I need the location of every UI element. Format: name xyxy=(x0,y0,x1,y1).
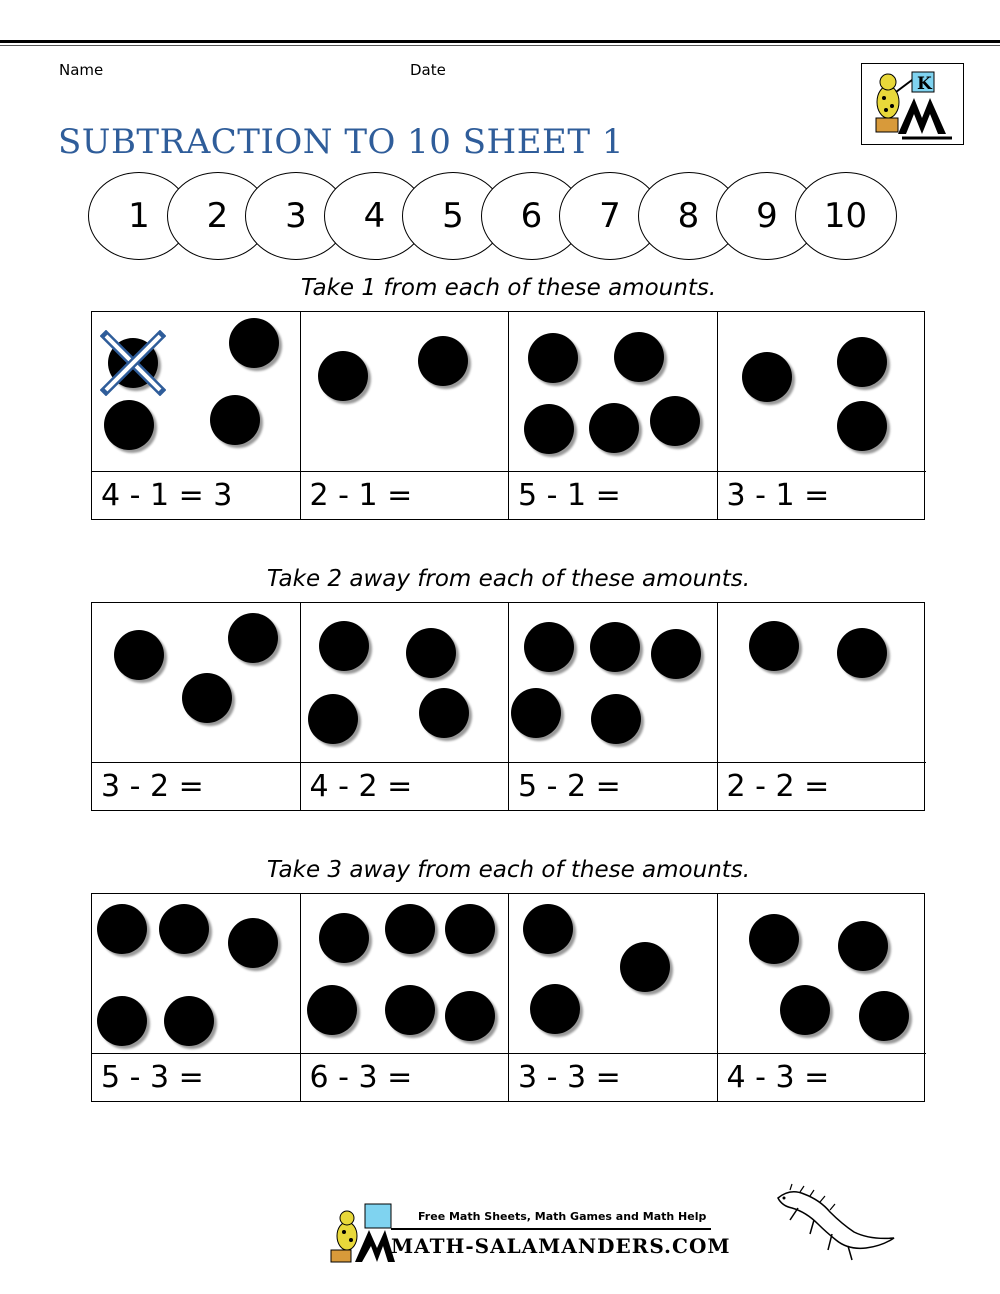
counter-dot xyxy=(318,351,368,401)
top-rule xyxy=(0,40,1000,43)
dot-area xyxy=(301,894,509,1054)
problem-cell xyxy=(92,312,301,519)
counter-dot xyxy=(749,621,799,671)
counter-dot xyxy=(528,333,578,383)
number-line-oval: 7 xyxy=(559,172,661,260)
counter-dot xyxy=(319,621,369,671)
number-line-oval: 4 xyxy=(324,172,426,260)
counter-dot xyxy=(229,318,279,368)
kindergarten-logo xyxy=(861,63,964,145)
dot-area xyxy=(509,312,717,472)
counter-dot xyxy=(650,396,700,446)
counter-dot xyxy=(742,352,792,402)
cross-out-icon xyxy=(100,330,166,396)
counter-dot xyxy=(307,985,357,1035)
logo-letter: K xyxy=(917,74,932,94)
counter-dot xyxy=(308,694,358,744)
equation-text: 6 - 3 = xyxy=(309,1060,413,1095)
counter-dot xyxy=(511,688,561,738)
footer-brand: MATH-SALAMANDERS.COM xyxy=(391,1234,731,1258)
counter-dot xyxy=(385,904,435,954)
counter-dot xyxy=(182,673,232,723)
counter-dot xyxy=(97,996,147,1046)
section-3-grid xyxy=(91,893,925,1102)
counter-dot xyxy=(104,400,154,450)
number-line-oval: 2 xyxy=(167,172,269,260)
counter-dot xyxy=(319,913,369,963)
counter-dot xyxy=(837,337,887,387)
problem-cell xyxy=(301,603,510,810)
counter-dot xyxy=(589,403,639,453)
counter-dot xyxy=(114,630,164,680)
equation-text: 3 - 1 = xyxy=(726,478,830,513)
section-2-instruction: Take 2 away from each of these amounts. xyxy=(266,566,751,592)
counter-dot xyxy=(445,991,495,1041)
equation-text: 2 - 2 = xyxy=(726,769,830,804)
footer-salamander-icon xyxy=(325,1200,395,1266)
dot-area xyxy=(509,603,717,763)
counter-dot xyxy=(749,914,799,964)
problem-cell xyxy=(92,894,301,1101)
number-line-oval: 9 xyxy=(716,172,818,260)
dot-area xyxy=(92,603,300,763)
dot-area xyxy=(718,894,927,1054)
dot-area xyxy=(509,894,717,1054)
problem-cell xyxy=(509,312,718,519)
dot-area xyxy=(718,603,927,763)
counter-dot xyxy=(159,904,209,954)
top-rule-thin xyxy=(0,45,1000,46)
section-1-instruction: Take 1 from each of these amounts. xyxy=(300,275,717,301)
counter-dot xyxy=(210,395,260,445)
counter-dot xyxy=(591,694,641,744)
footer-logo xyxy=(325,1200,731,1266)
problem-cell xyxy=(92,603,301,810)
counter-dot xyxy=(523,904,573,954)
number-line-oval: 3 xyxy=(245,172,347,260)
footer-rule xyxy=(391,1228,711,1230)
counter-dot xyxy=(164,996,214,1046)
dot-area xyxy=(718,312,927,472)
counter-dot xyxy=(590,622,640,672)
equation-text: 4 - 2 = xyxy=(309,769,413,804)
problem-cell xyxy=(301,312,510,519)
counter-dot xyxy=(780,985,830,1035)
section-2-grid xyxy=(91,602,925,811)
problem-cell xyxy=(718,894,927,1101)
counter-dot xyxy=(419,688,469,738)
counter-dot xyxy=(837,401,887,451)
problem-cell xyxy=(509,894,718,1101)
number-line-oval: 6 xyxy=(481,172,583,260)
footer-tagline: Free Math Sheets, Math Games and Math Help xyxy=(418,1210,707,1223)
number-line-oval: 5 xyxy=(402,172,504,260)
counter-dot xyxy=(838,921,888,971)
counter-dot xyxy=(524,404,574,454)
section-3-instruction: Take 3 away from each of these amounts. xyxy=(266,857,751,883)
counter-dot xyxy=(445,904,495,954)
dot-area xyxy=(92,894,300,1054)
dot-area xyxy=(301,312,509,472)
date-label: Date xyxy=(410,61,446,79)
dot-area xyxy=(92,312,300,472)
salamander-drawing-icon xyxy=(770,1180,900,1270)
dot-area xyxy=(301,603,509,763)
counter-dot xyxy=(406,628,456,678)
equation-text: 3 - 3 = xyxy=(518,1060,621,1095)
problem-cell xyxy=(718,312,927,519)
equation-text: 3 - 2 = xyxy=(101,769,204,804)
problem-cell xyxy=(509,603,718,810)
counter-dot xyxy=(859,991,909,1041)
counter-dot xyxy=(524,622,574,672)
number-line-oval: 1 xyxy=(88,172,190,260)
counter-dot xyxy=(228,918,278,968)
counter-dot xyxy=(651,629,701,679)
counter-dot xyxy=(614,332,664,382)
counter-dot xyxy=(228,613,278,663)
counter-dot xyxy=(97,904,147,954)
name-label: Name xyxy=(59,61,104,79)
equation-text: 2 - 1 = xyxy=(309,478,413,513)
counter-dot xyxy=(530,984,580,1034)
section-1-grid xyxy=(91,311,925,520)
problem-cell xyxy=(301,894,510,1101)
number-line-oval: 10 xyxy=(795,172,897,260)
counter-dot xyxy=(385,985,435,1035)
equation-text: 4 - 1 = 3 xyxy=(101,478,233,513)
problem-cell xyxy=(718,603,927,810)
counter-dot xyxy=(837,628,887,678)
number-line xyxy=(88,172,898,260)
number-line-oval: 8 xyxy=(638,172,740,260)
equation-text: 4 - 3 = xyxy=(726,1060,830,1095)
salamander-logo-icon xyxy=(862,64,963,144)
equation-text: 5 - 3 = xyxy=(101,1060,204,1095)
counter-dot xyxy=(620,942,670,992)
equation-text: 5 - 2 = xyxy=(518,769,621,804)
page-title: SUBTRACTION TO 10 SHEET 1 xyxy=(58,122,624,162)
equation-text: 5 - 1 = xyxy=(518,478,621,513)
counter-dot xyxy=(418,336,468,386)
